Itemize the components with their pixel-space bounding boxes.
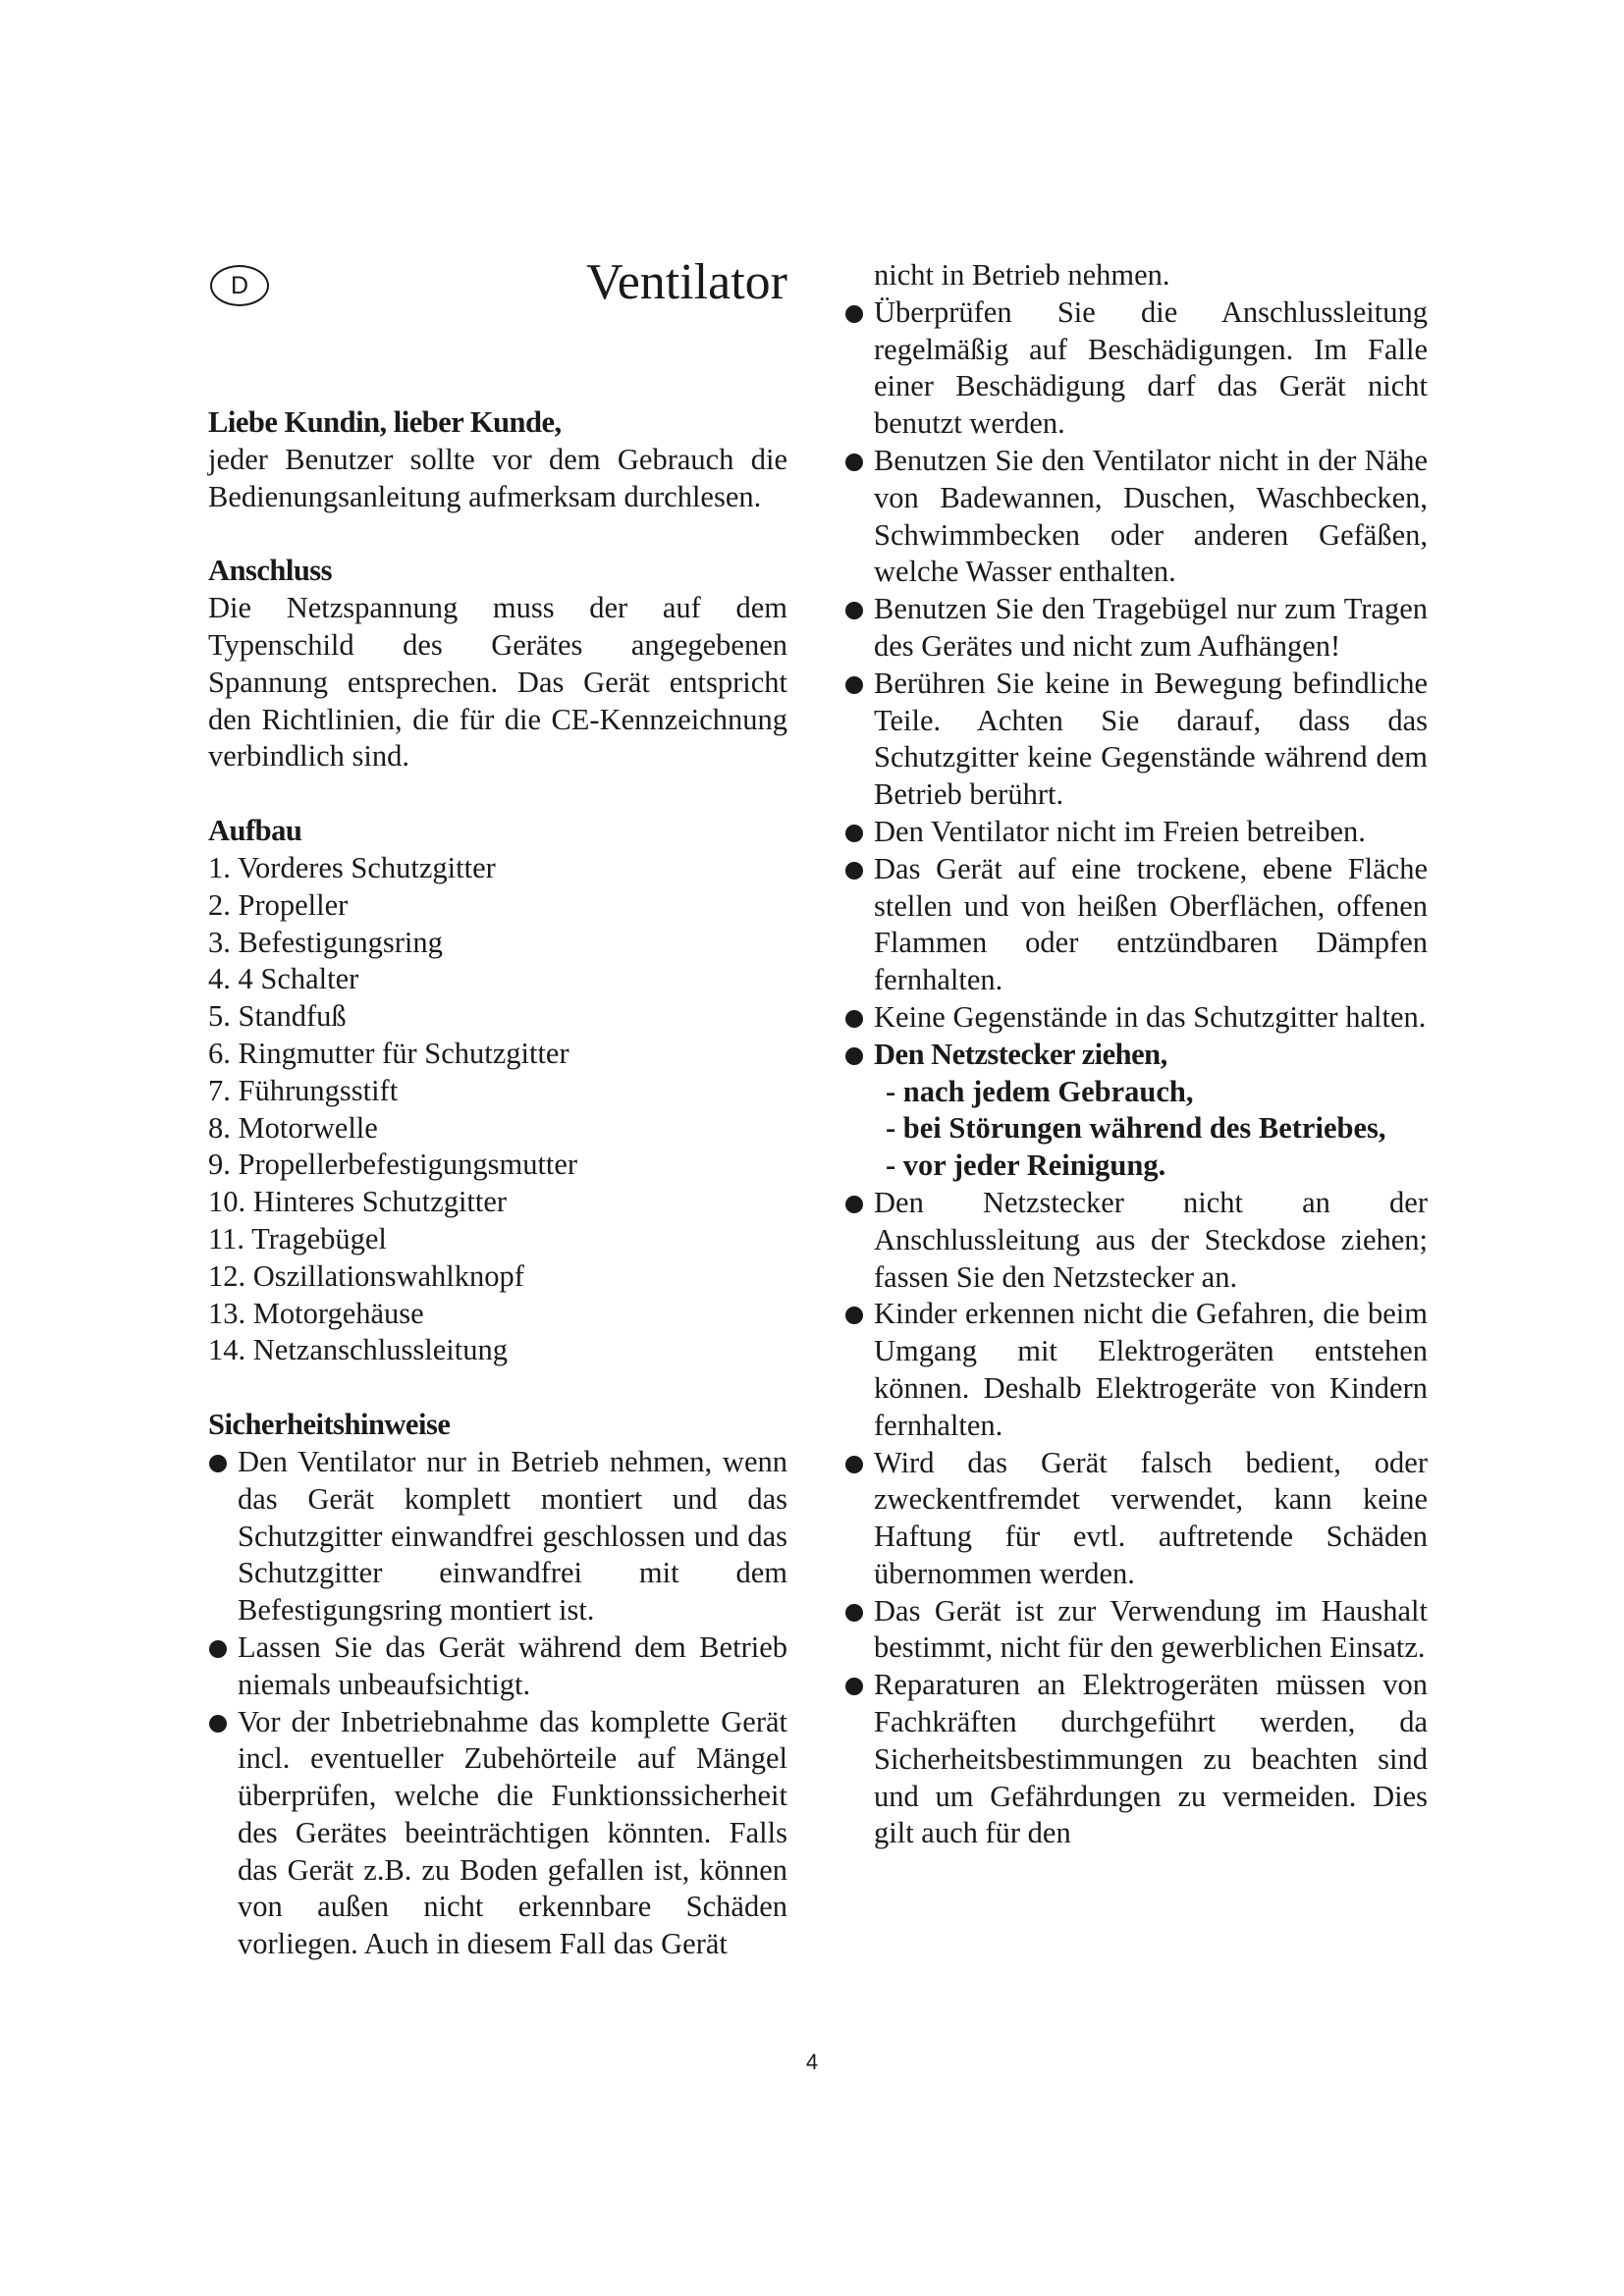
unplug-subitem: - vor jeder Reinigung. [886, 1148, 1166, 1183]
safety-list-right-a [844, 294, 1428, 1074]
unplug-heading: Den Netzstecker ziehen, [844, 1037, 1428, 1074]
safety-item: Lassen Sie das Gerät während dem Betrieb niemals unbeaufsichtigt. [208, 1629, 787, 1704]
safety-item: Den Netzstecker nicht an der Anschlussleitung aus der Steckdose ziehen; fassen Sie den Netzstecker an. [844, 1185, 1428, 1296]
parts-list [208, 850, 787, 1369]
safety-item: Benutzen Sie den Ventilator nicht in der Nähe von Badewannen, Duschen, Waschbecken, Schwimmbecken oder anderen Gefäßen, welche Wasser enthalten. [844, 443, 1428, 591]
parts-list-item: 12. Oszillationswahlknopf [208, 1258, 524, 1293]
safety-heading: Sicherheitshinweise [208, 1408, 451, 1442]
safety-item: Den Ventilator nur in Betrieb nehmen, wenn das Gerät komplett montiert und das Schutzgitter einwandfrei geschlossen und das Schutzgitter einwandfrei mit dem Befestigungsring montiert ist. [208, 1444, 787, 1629]
safety-item: Das Gerät ist zur Verwendung im Haushalt bestimmt, nicht für den gewerblichen Einsatz. [844, 1593, 1428, 1668]
left-column [208, 254, 787, 1963]
unplug-subitem: - nach jedem Gebrauch, [886, 1074, 1194, 1108]
language-badge: D [210, 265, 269, 306]
parts-list-item: 7. Führungsstift [208, 1073, 399, 1107]
safety-item: Berühren Sie keine in Bewegung befindliche Teile. Achten Sie darauf, dass das Schutzgitter keine Gegenstände während dem Betrieb berührt. [844, 666, 1428, 814]
parts-list-item: 8. Motorwelle [208, 1110, 378, 1145]
safety-list-right-b [844, 1185, 1428, 1852]
greeting-heading: Liebe Kundin, lieber Kunde, [208, 405, 562, 439]
safety-item: Überprüfen Sie die Anschlussleitung regelmäßig auf Beschädigungen. Im Falle einer Beschädigung darf das Gerät nicht benutzt werden. [844, 294, 1428, 443]
parts-list-item: 13. Motorgehäuse [208, 1296, 424, 1330]
parts-list-item: 3. Befestigungsring [208, 925, 443, 959]
parts-list-item: 2. Propeller [208, 887, 349, 922]
page-title: Ventilator [585, 254, 787, 310]
safety-item: Benutzen Sie den Tragebügel nur zum Tragen des Gerätes und nicht zum Aufhängen! [844, 591, 1428, 666]
parts-list-item: 11. Tragebügel [208, 1221, 387, 1255]
parts-list-item: 9. Propellerbefestigungsmutter [208, 1148, 578, 1182]
parts-list-item: 4. 4 Schalter [208, 962, 359, 996]
anschluss-heading: Anschluss [208, 554, 333, 588]
safety-item: Vor der Inbetriebnahme das komplette Gerät incl. eventueller Zubehörteile auf Mängel überprüfen, welche die Funktionssicherheit des Gerätes beeinträchtigen könnten. Falls das Gerät z.B. zu Boden gefallen ist, können von außen nicht erkennbare Schäden vorliegen. Auch in diesem Fall das Gerät [208, 1704, 787, 1964]
parts-list-item: 14. Netzanschlussleitung [208, 1333, 508, 1367]
anschluss-text: Die Netzspannung muss der auf dem Typenschild des Gerätes angegebenen Spannung entsprechen. Das Gerät entspricht den Richtlinien, die für die CE-Kennzeichnung verbindlich sind. [208, 591, 787, 774]
safety-item: Keine Gegenstände in das Schutzgitter halten. [844, 999, 1428, 1037]
safety-item: Den Ventilator nicht im Freien betreiben. [844, 814, 1428, 851]
safety-item: Das Gerät auf eine trockene, ebene Fläche stellen und von heißen Oberflächen, offenen Flammen oder entzündbaren Dämpfen fernhalten. [844, 851, 1428, 999]
parts-list-item: 5. Standfuß [208, 999, 347, 1034]
safety-item: Kinder erkennen nicht die Gefahren, die beim Umgang mit Elektrogeräten entstehen können. Deshalb Elektrogeräte von Kindern fernhalten. [844, 1296, 1428, 1444]
parts-list-item: 1. Vorderes Schutzgitter [208, 850, 496, 884]
greeting-text: jeder Benutzer sollte vor dem Gebrauch die Bedienungsanleitung aufmerksam durchlesen. [208, 442, 787, 513]
safety-list-left [208, 1444, 787, 1963]
parts-list-item: 6. Ringmutter für Schutzgitter [208, 1036, 569, 1070]
safety-item: Reparaturen an Elektrogeräten müssen von Fachkräften durchgeführt werden, da Sicherheitsbestimmungen zu beachten sind und um Gefährdungen zu vermeiden. Dies gilt auch für den [844, 1667, 1428, 1852]
aufbau-heading: Aufbau [208, 814, 302, 848]
parts-list-item: 10. Hinteres Schutzgitter [208, 1185, 508, 1219]
unplug-subitem: - bei Störungen während des Betriebes, [886, 1111, 1386, 1146]
safety-item: Wird das Gerät falsch bedient, oder zweckentfremdet verwendet, kann keine Haftung für evtl. auftretende Schäden übernommen werden. [844, 1445, 1428, 1593]
safety-continuation: nicht in Betrieb nehmen. [874, 258, 1170, 292]
page-header [208, 254, 787, 404]
page-number: 4 [805, 2050, 819, 2074]
right-column [844, 257, 1428, 1852]
